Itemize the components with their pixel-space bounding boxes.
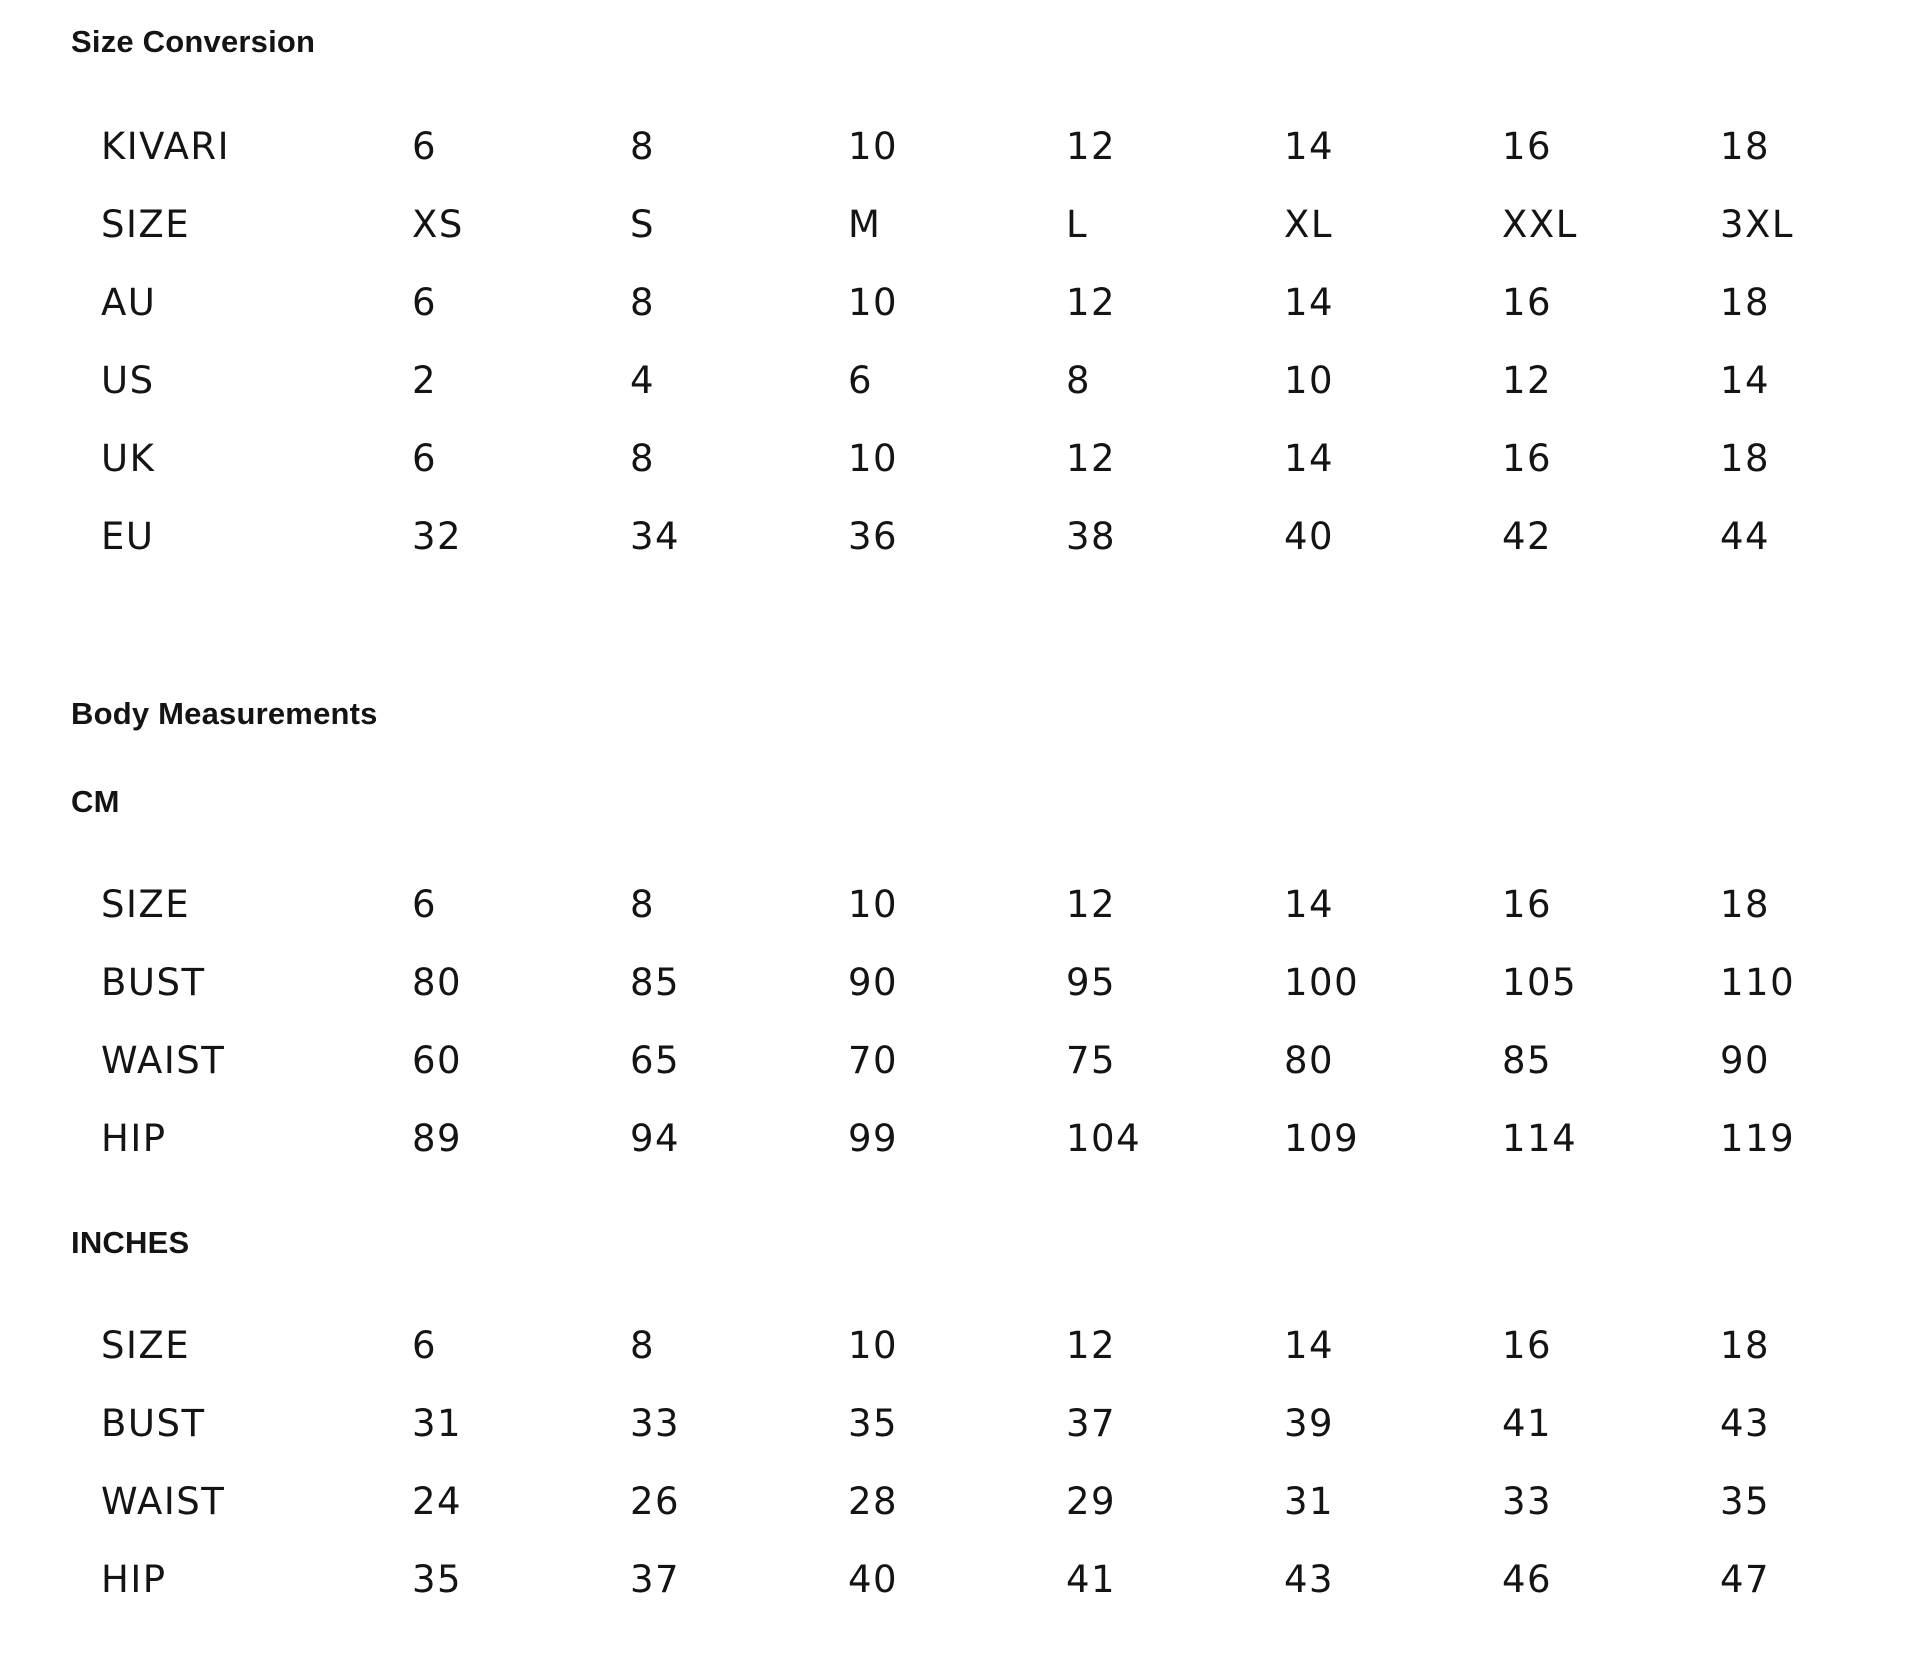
table-cell: 26	[630, 1480, 681, 1523]
table-cell: 16	[1502, 437, 1553, 480]
table-cell: 10	[848, 883, 899, 926]
table-cell: 8	[630, 883, 656, 926]
table-cell: 44	[1720, 515, 1771, 558]
table-row	[0, 866, 1926, 944]
table-cell: 43	[1284, 1558, 1335, 1601]
table-cell: 34	[630, 515, 681, 558]
table-cell: 110	[1720, 961, 1796, 1004]
table-row	[0, 498, 1926, 576]
table-cell: 12	[1066, 883, 1117, 926]
table-cell: 33	[1502, 1480, 1553, 1523]
table-cell: 119	[1720, 1117, 1796, 1160]
table-cell: 6	[412, 1324, 438, 1367]
table-cell: 10	[848, 125, 899, 168]
table-cell: 10	[848, 281, 899, 324]
table-row	[0, 944, 1926, 1022]
table-cell: 18	[1720, 437, 1771, 480]
table-cell: 14	[1720, 359, 1771, 402]
table-cell: 94	[630, 1117, 681, 1160]
size-conversion-heading: Size Conversion	[71, 24, 316, 59]
table-cell: XL	[1284, 203, 1333, 246]
row-label: SIZE	[101, 1324, 191, 1367]
table-cell: 32	[412, 515, 463, 558]
table-cell: S	[630, 203, 655, 246]
table-cell: 80	[1284, 1039, 1335, 1082]
table-row	[0, 1385, 1926, 1463]
table-cell: 6	[412, 281, 438, 324]
table-cell: 14	[1284, 281, 1335, 324]
table-cell: 8	[630, 281, 656, 324]
table-cell: 105	[1502, 961, 1578, 1004]
table-cell: 10	[1284, 359, 1335, 402]
row-label: WAIST	[101, 1480, 226, 1523]
table-cell: 104	[1066, 1117, 1142, 1160]
table-cell: 35	[412, 1558, 463, 1601]
row-label: WAIST	[101, 1039, 226, 1082]
table-cell: 40	[1284, 515, 1335, 558]
table-cell: 38	[1066, 515, 1117, 558]
table-cell: 70	[848, 1039, 899, 1082]
table-cell: 35	[1720, 1480, 1771, 1523]
table-cell: 43	[1720, 1402, 1771, 1445]
table-cell: 31	[1284, 1480, 1335, 1523]
table-row	[0, 264, 1926, 342]
table-cell: 18	[1720, 281, 1771, 324]
table-cell: 14	[1284, 883, 1335, 926]
table-cell: 16	[1502, 883, 1553, 926]
table-cell: 16	[1502, 281, 1553, 324]
row-label: BUST	[101, 1402, 206, 1445]
row-label: UK	[101, 437, 156, 480]
table-cell: 3XL	[1720, 203, 1795, 246]
table-cell: 47	[1720, 1558, 1771, 1601]
table-cell: 14	[1284, 1324, 1335, 1367]
table-cell: 14	[1284, 125, 1335, 168]
table-cell: 8	[1066, 359, 1092, 402]
table-cell: 75	[1066, 1039, 1117, 1082]
table-cell: 18	[1720, 1324, 1771, 1367]
table-cell: XS	[412, 203, 464, 246]
row-label: SIZE	[101, 203, 191, 246]
table-cell: 8	[630, 125, 656, 168]
table-cell: 8	[630, 437, 656, 480]
table-cell: 12	[1066, 1324, 1117, 1367]
table-cell: 8	[630, 1324, 656, 1367]
table-cell: 2	[412, 359, 438, 402]
table-cell: 109	[1284, 1117, 1360, 1160]
table-cell: 100	[1284, 961, 1360, 1004]
table-cell: 12	[1502, 359, 1553, 402]
table-cell: 4	[630, 359, 656, 402]
size-conversion-table	[0, 108, 1926, 576]
table-cell: 60	[412, 1039, 463, 1082]
cm-heading: CM	[71, 784, 120, 819]
table-row	[0, 1307, 1926, 1385]
row-label: HIP	[101, 1558, 167, 1601]
table-cell: 18	[1720, 883, 1771, 926]
table-cell: 31	[412, 1402, 463, 1445]
row-label: EU	[101, 515, 155, 558]
inches-heading: INCHES	[71, 1225, 190, 1260]
row-label: HIP	[101, 1117, 167, 1160]
table-cell: 41	[1066, 1558, 1117, 1601]
table-cell: 12	[1066, 125, 1117, 168]
table-cell: 6	[412, 125, 438, 168]
table-cell: 37	[1066, 1402, 1117, 1445]
table-row	[0, 1463, 1926, 1541]
table-cell: 29	[1066, 1480, 1117, 1523]
table-row	[0, 342, 1926, 420]
table-row	[0, 420, 1926, 498]
table-cell: 36	[848, 515, 899, 558]
row-label: KIVARI	[101, 125, 231, 168]
table-cell: 41	[1502, 1402, 1553, 1445]
table-cell: 114	[1502, 1117, 1578, 1160]
table-cell: L	[1066, 203, 1089, 246]
table-row	[0, 1022, 1926, 1100]
cm-measurements-table	[0, 866, 1926, 1178]
row-label: BUST	[101, 961, 206, 1004]
table-cell: 12	[1066, 437, 1117, 480]
table-row	[0, 108, 1926, 186]
table-cell: 35	[848, 1402, 899, 1445]
table-cell: 18	[1720, 125, 1771, 168]
table-cell: 6	[412, 883, 438, 926]
table-cell: M	[848, 203, 882, 246]
table-cell: XXL	[1502, 203, 1578, 246]
table-cell: 16	[1502, 1324, 1553, 1367]
table-cell: 90	[1720, 1039, 1771, 1082]
table-cell: 89	[412, 1117, 463, 1160]
table-row	[0, 1541, 1926, 1619]
table-row	[0, 186, 1926, 264]
table-cell: 24	[412, 1480, 463, 1523]
table-cell: 95	[1066, 961, 1117, 1004]
table-cell: 99	[848, 1117, 899, 1160]
body-measurements-heading: Body Measurements	[71, 696, 378, 731]
table-cell: 90	[848, 961, 899, 1004]
table-cell: 46	[1502, 1558, 1553, 1601]
table-cell: 6	[412, 437, 438, 480]
row-label: SIZE	[101, 883, 191, 926]
row-label: AU	[101, 281, 157, 324]
table-cell: 39	[1284, 1402, 1335, 1445]
table-cell: 28	[848, 1480, 899, 1523]
table-cell: 80	[412, 961, 463, 1004]
table-cell: 85	[630, 961, 681, 1004]
table-cell: 40	[848, 1558, 899, 1601]
table-cell: 65	[630, 1039, 681, 1082]
row-label: US	[101, 359, 155, 402]
table-cell: 16	[1502, 125, 1553, 168]
table-cell: 42	[1502, 515, 1553, 558]
table-cell: 10	[848, 437, 899, 480]
table-cell: 37	[630, 1558, 681, 1601]
table-cell: 33	[630, 1402, 681, 1445]
table-cell: 10	[848, 1324, 899, 1367]
table-row	[0, 1100, 1926, 1178]
table-cell: 6	[848, 359, 874, 402]
table-cell: 85	[1502, 1039, 1553, 1082]
inches-measurements-table	[0, 1307, 1926, 1619]
table-cell: 14	[1284, 437, 1335, 480]
table-cell: 12	[1066, 281, 1117, 324]
